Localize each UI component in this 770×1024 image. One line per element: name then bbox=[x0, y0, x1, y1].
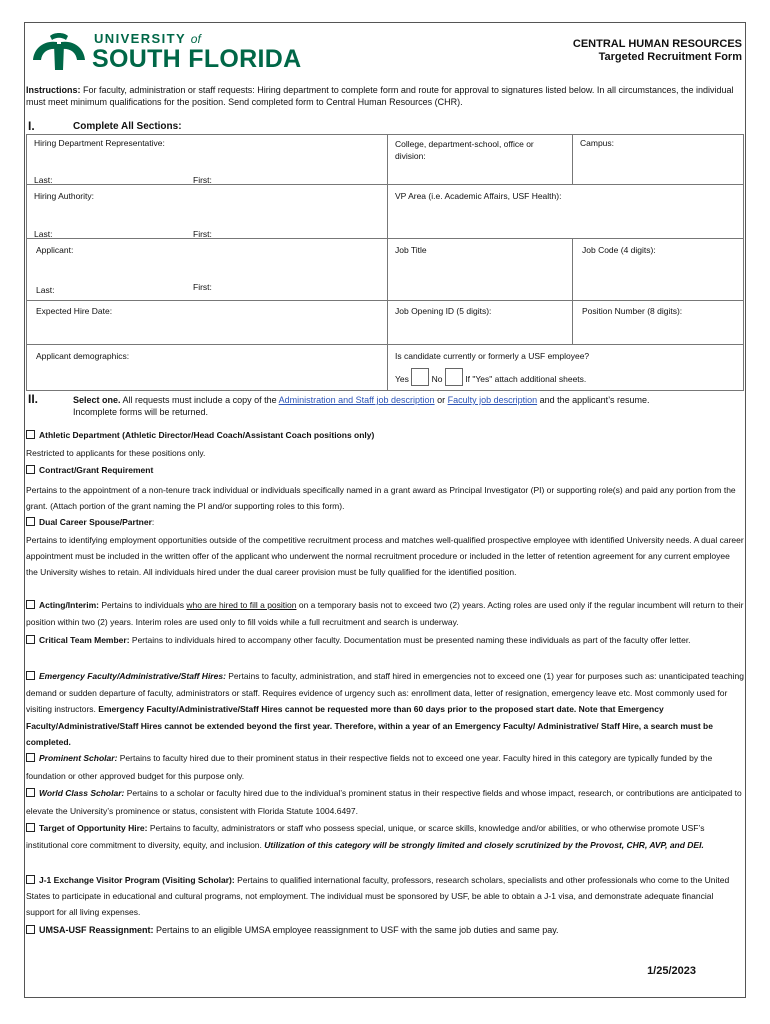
option-critical[interactable]: Critical Team Member: Pertains to individuals hired to accompany other faculty. Documentation must be presented naming these individuals as part of the faculty offer letter. bbox=[26, 632, 744, 649]
job-opening-label: Job Opening ID (5 digits): bbox=[395, 306, 492, 316]
yes-no-row bbox=[395, 368, 586, 386]
last-label: Last: bbox=[34, 175, 53, 185]
job-title-cell[interactable] bbox=[388, 239, 573, 301]
applicant-label: Applicant: bbox=[36, 245, 74, 255]
option-athletic[interactable]: Athletic Department (Athletic Director/Head Coach/Assistant Coach positions only) bbox=[26, 429, 744, 441]
job-code-cell[interactable] bbox=[573, 239, 744, 301]
expected-hire-label: Expected Hire Date: bbox=[36, 306, 113, 316]
dual-career-checkbox[interactable] bbox=[26, 517, 35, 526]
faculty-job-description-link[interactable]: Faculty job description bbox=[447, 395, 538, 405]
option-contract[interactable]: Contract/Grant Requirement bbox=[26, 464, 744, 476]
position-number-label: Position Number (8 digits): bbox=[582, 306, 683, 316]
job-title-label: Job Title bbox=[395, 245, 427, 255]
option-dual-career[interactable]: Dual Career Spouse/Partner: bbox=[26, 516, 744, 528]
form-title: Targeted Recruitment Form bbox=[598, 51, 742, 63]
dept-title: CENTRAL HUMAN RESOURCES bbox=[572, 38, 742, 50]
prominent-checkbox[interactable] bbox=[26, 753, 35, 762]
contract-text: Pertains to the appointment of a non-tenure track individual or individuals specifically named in a grant award as Principal Investigator (PI) or supporting role(s) and paid any portion from the grant. (Attach portion of the grant naming the PI and/or supporting roles to this form). bbox=[26, 485, 736, 511]
bull-horns-icon bbox=[30, 30, 88, 74]
critical-checkbox[interactable] bbox=[26, 635, 35, 644]
last-label: Last: bbox=[36, 285, 55, 295]
usf-employee-cell bbox=[388, 345, 744, 391]
demographics-label: Applicant demographics: bbox=[36, 351, 130, 361]
yes-checkbox[interactable] bbox=[411, 368, 429, 386]
first-label: First: bbox=[193, 229, 212, 239]
option-emergency[interactable]: Emergency Faculty/Administrative/Staff Hires: Pertains to faculty, administration, and staff hired in emergencies not to exceed one (1) year for purposes such as: unanticipated teaching demand or sudden departure of faculty, administrators or staff. Requires evidence of urgency such as: enrollment data, letter of resignation, emergency leave etc. Most commonly used for visiting instructors. Emergency Faculty/Administrative/Staff Hires cannot be requested more than 60 days prior to the proposed start date. Note that Emergency Faculty/Administrative/Staff Hires cannot be extended beyond the first year. Therefore, within a year of an Emergency Faculty/ Administrative/ Staff Hire, a search must be completed. bbox=[26, 671, 744, 747]
acting-checkbox[interactable] bbox=[26, 600, 35, 609]
first-label: First: bbox=[193, 175, 212, 185]
instructions: Instructions: For faculty, administration or staff requests: Hiring department to complete form and route for approval to signatures listed below. In all circumstances, the individual must meet minimum qualifications for the position. Send completed form to Central Human Resources (CHR). bbox=[26, 85, 734, 107]
if-yes-note: If "Yes" attach additional sheets. bbox=[465, 374, 587, 384]
section-1-table bbox=[26, 134, 744, 391]
option-acting[interactable]: Acting/Interim: Pertains to individuals who are hired to fill a position on a temporary basis not to exceed two (2) years. Acting roles are used only if the regular incumbent will return to their position within two (2) years. Interim roles are used only to fill voids while a full recruitment and search is underway. bbox=[26, 600, 744, 627]
yes-label: Yes bbox=[395, 374, 409, 384]
world-class-checkbox[interactable] bbox=[26, 788, 35, 797]
admin-staff-job-description-link[interactable]: Administration and Staff job description bbox=[278, 395, 435, 405]
hiring-rep-label: Hiring Department Representative: bbox=[34, 138, 165, 148]
vp-area-label: VP Area (i.e. Academic Affairs, USF Health): bbox=[395, 191, 562, 201]
contract-checkbox[interactable] bbox=[26, 465, 35, 474]
job-opening-cell[interactable] bbox=[388, 301, 573, 345]
expected-hire-cell[interactable] bbox=[27, 301, 388, 345]
job-code-label: Job Code (4 digits): bbox=[582, 245, 656, 255]
section-1-title: Complete All Sections: bbox=[73, 121, 182, 132]
j1-checkbox[interactable] bbox=[26, 875, 35, 884]
dual-career-text: Pertains to identifying employment opportunities outside of the competitive recruitment process and matches well-qualified prospective employee with identified University needs. A dual career appointment must be included in the written offer of the applicant who underwent the normal recruitment procedure or included in the letter of retention agreement for any current employee the University wishes to retain. All individuals hired under the dual career provision must be fully qualified for the identified position. bbox=[26, 535, 744, 577]
option-world-class[interactable]: World Class Scholar: Pertains to a scholar or faculty hired due to the individual’s prominent status in their respective fields and whose impact, research, or contributions are anticipated to elevate the University’s prominence or status, consistent with Florida Statute 1004.6497. bbox=[26, 788, 742, 816]
option-umsa[interactable]: UMSA-USF Reassignment: Pertains to an eligible UMSA employee reassignment to USF with the same job duties and same pay. bbox=[26, 924, 744, 936]
college-cell[interactable] bbox=[388, 135, 573, 185]
no-checkbox[interactable] bbox=[445, 368, 463, 386]
option-prominent[interactable]: Prominent Scholar: Pertains to faculty hired due to their prominent status in their respective fields not to exceed one year. Faculty hired in this category are typically funded by the foundation or other approved budget for this purpose only. bbox=[26, 753, 713, 781]
umsa-checkbox[interactable] bbox=[26, 925, 35, 934]
logo-university: UNIVERSITY of bbox=[94, 31, 201, 46]
last-label: Last: bbox=[34, 229, 53, 239]
hiring-rep-cell[interactable] bbox=[27, 135, 388, 185]
emergency-checkbox[interactable] bbox=[26, 671, 35, 680]
section-2-intro: Select one. All requests must include a copy of the Administration and Staff job description or Faculty job description and the applicant’s resume. Incomplete forms will be returned. bbox=[73, 395, 650, 417]
section-1-number: I. bbox=[28, 119, 35, 133]
hiring-authority-cell[interactable] bbox=[27, 185, 388, 239]
usf-logo bbox=[30, 30, 300, 74]
hiring-authority-label: Hiring Authority: bbox=[34, 191, 94, 201]
campus-label: Campus: bbox=[580, 138, 615, 148]
no-label: No bbox=[431, 374, 443, 384]
section-2-number: II. bbox=[28, 392, 39, 406]
logo-south-florida: SOUTH FLORIDA bbox=[92, 45, 302, 73]
option-target-opportunity[interactable]: Target of Opportunity Hire: Pertains to faculty, administrators or staff who possess special, unique, or scarce skills, knowledge and/or abilities, or who otherwise promote USF’s institutional core commitment to diversity, equity, and inclusion. Utilization of this category will be strongly limited and closely scrutinized by the Provost, CHR, AVP, and DEI. bbox=[26, 823, 705, 850]
vp-area-cell[interactable] bbox=[388, 185, 744, 239]
college-label: College, department-school, office or division: bbox=[395, 139, 534, 161]
target-opportunity-checkbox[interactable] bbox=[26, 823, 35, 832]
position-number-cell[interactable] bbox=[573, 301, 744, 345]
applicant-cell[interactable] bbox=[27, 239, 388, 301]
first-label: First: bbox=[193, 282, 212, 292]
athletic-checkbox[interactable] bbox=[26, 430, 35, 439]
campus-cell[interactable] bbox=[573, 135, 744, 185]
option-j1[interactable]: J-1 Exchange Visitor Program (Visiting Scholar): Pertains to qualified international faculty, professors, research scholars, specialists and other professionals who come to the United States to participate in educational and cultural programs, not employment. The individual must be sponsored by USF, be able to obtain a J-1 visa, and demonstrate adequate financial support for all living expenses. bbox=[26, 875, 730, 917]
usf-employee-question: Is candidate currently or formerly a USF employee? bbox=[395, 351, 590, 361]
revision-date: 1/25/2023 bbox=[647, 965, 696, 977]
demographics-cell[interactable] bbox=[27, 345, 388, 391]
athletic-text: Restricted to applicants for these positions only. bbox=[26, 448, 206, 458]
